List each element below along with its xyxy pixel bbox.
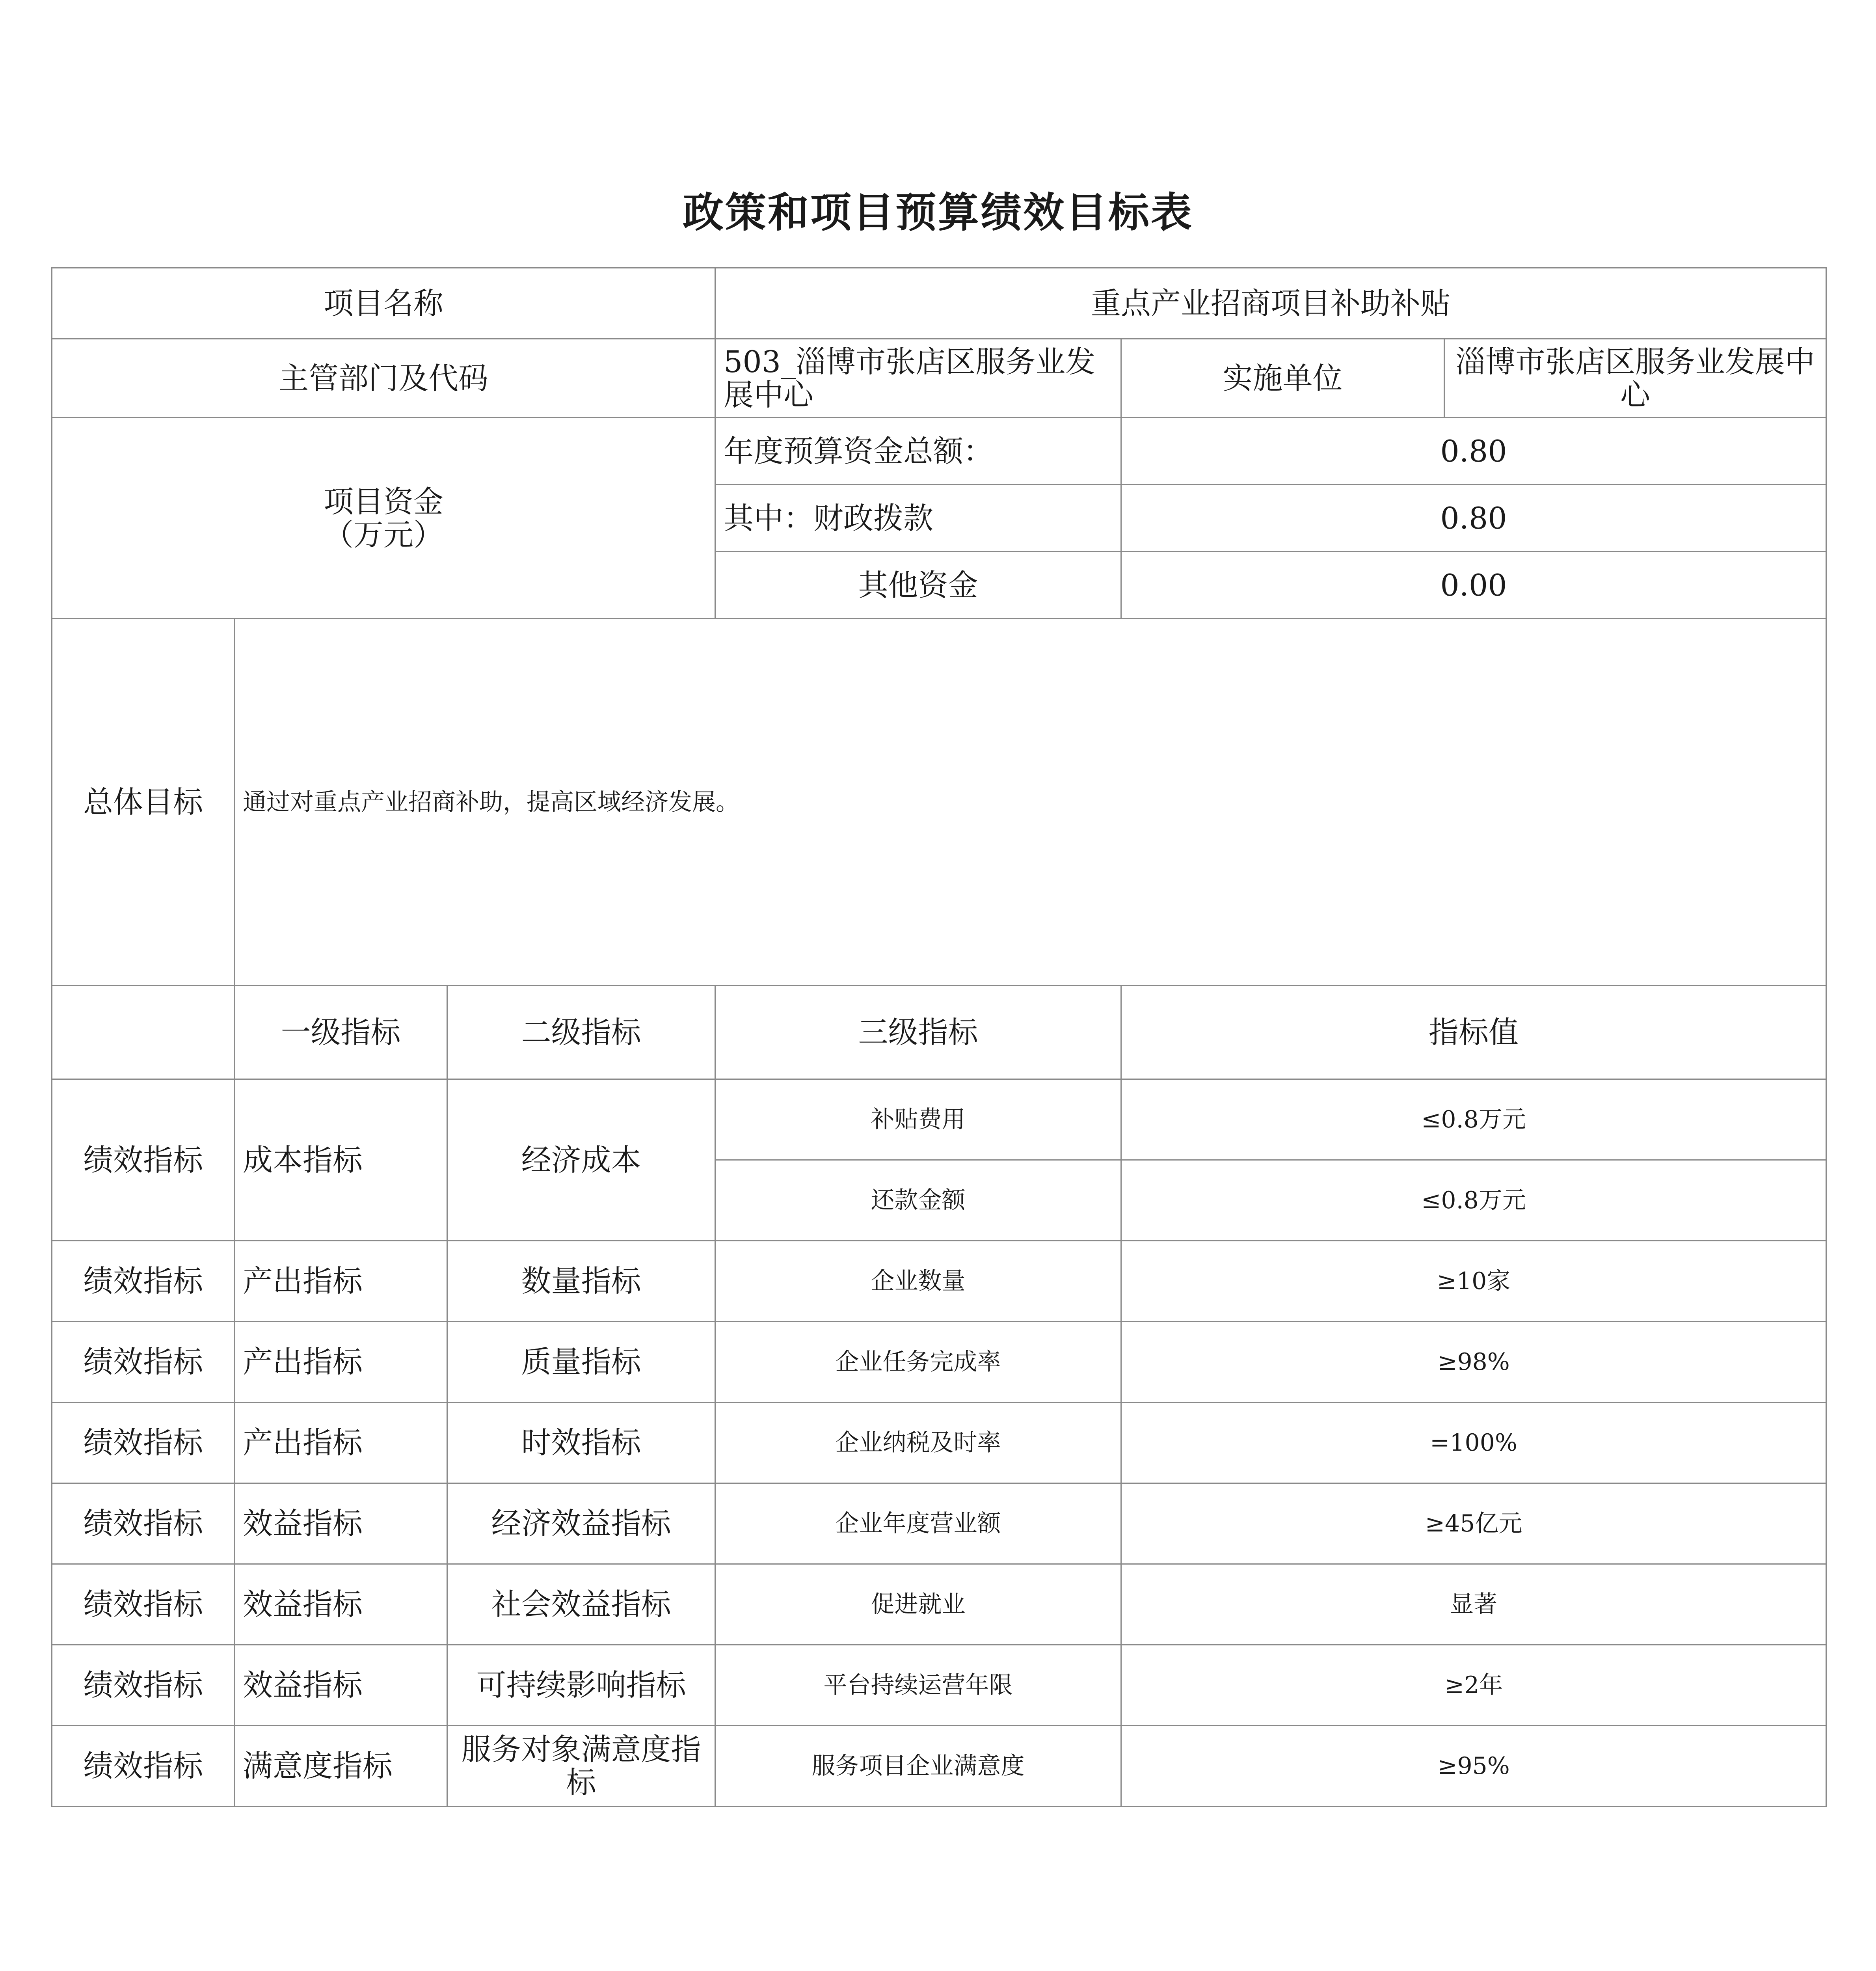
performance-target-table <box>51 267 1827 1807</box>
indicator-level3: 企业数量 <box>715 1241 1121 1322</box>
fund-row-label: 年度预算资金总额： <box>715 418 1121 485</box>
table-row <box>52 1079 1826 1160</box>
indicator-value: ≥2年 <box>1121 1645 1826 1726</box>
table-row <box>52 1403 1826 1483</box>
indicator-level1: 产出指标 <box>234 1322 447 1403</box>
indicator-category: 绩效指标 <box>52 1726 234 1807</box>
indicator-level3: 补贴费用 <box>715 1079 1121 1160</box>
indicator-category: 绩效指标 <box>52 1241 234 1322</box>
project-name-label: 项目名称 <box>52 268 715 339</box>
header-empty <box>52 986 234 1079</box>
row-dept <box>52 339 1826 418</box>
indicator-value: ≥98% <box>1121 1322 1826 1403</box>
indicator-level3: 企业纳税及时率 <box>715 1403 1121 1483</box>
indicator-level1: 产出指标 <box>234 1241 447 1322</box>
indicator-level3: 平台持续运营年限 <box>715 1645 1121 1726</box>
impl-label: 实施单位 <box>1121 339 1444 418</box>
table-row <box>52 1241 1826 1322</box>
table-row <box>52 1322 1826 1403</box>
header-level1: 一级指标 <box>234 986 447 1079</box>
indicator-level3: 企业年度营业额 <box>715 1483 1121 1564</box>
row-fund-total <box>52 418 1826 485</box>
page-title: 政策和项目预算绩效目标表 <box>682 188 1193 237</box>
table-row <box>52 1645 1826 1726</box>
fund-row-label: 其中：财政拨款 <box>715 485 1121 552</box>
project-name-value: 重点产业招商项目补助补贴 <box>715 268 1826 339</box>
indicator-level3: 企业任务完成率 <box>715 1322 1121 1403</box>
row-indicator-headers <box>52 986 1826 1079</box>
indicator-category: 绩效指标 <box>52 1079 234 1241</box>
indicator-level2: 数量指标 <box>447 1241 715 1322</box>
table-row <box>52 1483 1826 1564</box>
indicator-value: ≥95% <box>1121 1726 1826 1807</box>
indicator-value: ≤0.8万元 <box>1121 1079 1826 1160</box>
fund-row-value: 0.80 <box>1121 485 1826 552</box>
indicator-level2: 质量指标 <box>447 1322 715 1403</box>
indicator-level1: 效益指标 <box>234 1645 447 1726</box>
indicator-value: 显著 <box>1121 1564 1826 1645</box>
indicator-category: 绩效指标 <box>52 1564 234 1645</box>
fund-unit: （万元） <box>324 517 443 552</box>
indicator-level2: 可持续影响指标 <box>447 1645 715 1726</box>
dept-value: 503_淄博市张店区服务业发展中心 <box>715 339 1121 418</box>
indicator-category: 绩效指标 <box>52 1322 234 1403</box>
indicator-category: 绩效指标 <box>52 1645 234 1726</box>
fund-label-cell <box>52 418 715 619</box>
table-row <box>52 1564 1826 1645</box>
indicator-level1: 效益指标 <box>234 1483 447 1564</box>
goal-text: 通过对重点产业招商补助，提高区域经济发展。 <box>234 619 1826 986</box>
indicator-level1: 满意度指标 <box>234 1726 447 1807</box>
indicator-category: 绩效指标 <box>52 1403 234 1483</box>
fund-label: 项目资金 <box>324 484 443 519</box>
indicator-level2: 经济效益指标 <box>447 1483 715 1564</box>
indicator-level3: 促进就业 <box>715 1564 1121 1645</box>
indicator-level2: 社会效益指标 <box>447 1564 715 1645</box>
indicator-value: ≥10家 <box>1121 1241 1826 1322</box>
indicator-value: =100% <box>1121 1403 1826 1483</box>
indicator-value: ≤0.8万元 <box>1121 1160 1826 1241</box>
indicator-level2: 时效指标 <box>447 1403 715 1483</box>
header-level2: 二级指标 <box>447 986 715 1079</box>
impl-value: 淄博市张店区服务业发展中心 <box>1444 339 1826 418</box>
dept-label: 主管部门及代码 <box>52 339 715 418</box>
goal-label: 总体目标 <box>52 619 234 986</box>
indicator-level3: 还款金额 <box>715 1160 1121 1241</box>
indicator-category: 绩效指标 <box>52 1483 234 1564</box>
indicator-level1: 产出指标 <box>234 1403 447 1483</box>
header-level3: 三级指标 <box>715 986 1121 1079</box>
indicator-value: ≥45亿元 <box>1121 1483 1826 1564</box>
fund-row-value: 0.00 <box>1121 552 1826 619</box>
indicator-level3: 服务项目企业满意度 <box>715 1726 1121 1807</box>
fund-row-value: 0.80 <box>1121 418 1826 485</box>
indicator-level1: 效益指标 <box>234 1564 447 1645</box>
indicator-level2: 经济成本 <box>447 1079 715 1241</box>
header-value: 指标值 <box>1121 986 1826 1079</box>
row-overall-goal <box>52 619 1826 986</box>
fund-row-label: 其他资金 <box>715 552 1121 619</box>
table-row <box>52 1726 1826 1807</box>
row-project-name <box>52 268 1826 339</box>
indicator-level2: 服务对象满意度指标 <box>447 1726 715 1807</box>
indicator-level1: 成本指标 <box>234 1079 447 1241</box>
